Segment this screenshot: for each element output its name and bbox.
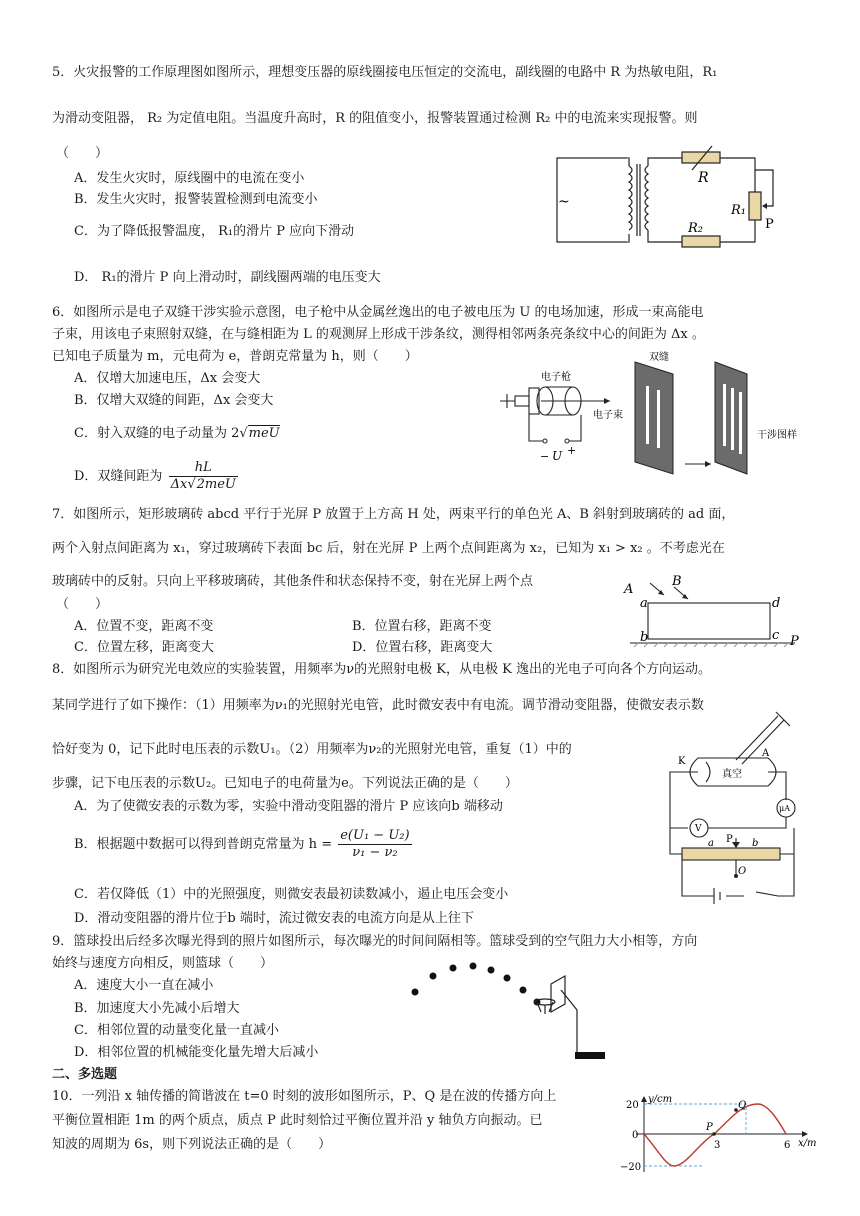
q5-option-d: D． R₁的滑片 P 向上滑动时，副线圈两端的电压变大	[74, 270, 381, 285]
svg-text:3: 3	[714, 1140, 721, 1151]
svg-text:a: a	[708, 838, 714, 849]
q9-line2: 始终与速度方向相反，则篮球（ ）	[52, 956, 274, 971]
svg-text:−: −	[540, 450, 550, 463]
q6-line2: 子束，用该电子束照射双缝，在与缝相距为 L 的观测屏上形成干涉条纹，测得相邻两条亮条纹中心的间距为 Δx 。	[52, 327, 705, 342]
voltage-u-label: U	[552, 449, 563, 463]
svg-text:A: A	[624, 582, 634, 597]
q7-option-a: A．位置不变，距离不变	[74, 619, 214, 634]
q6-option-b: B．仅增大双缝的间距，Δx 会变大	[74, 393, 274, 408]
interference-pattern-label: 干涉图样	[757, 430, 797, 441]
q7-line2: 两个入射点间距离为 x₁，穿过玻璃砖下表面 bc 后，射在光屏 P 上两个点间距离为 x₂，已知为 x₁ > x₂ 。不考虑光在	[52, 541, 725, 556]
microammeter-label: μA	[779, 804, 790, 813]
q9-option-d: D．相邻位置的机械能变化量先增大后减小	[74, 1045, 319, 1060]
svg-text:b: b	[640, 630, 649, 645]
x-axis-label: x/m	[798, 1138, 817, 1149]
electron-gun-label: 电子枪	[541, 372, 571, 383]
vacuum-label: 真空	[722, 769, 742, 780]
q9-basketball-photo	[405, 960, 605, 1062]
svg-text:−20: −20	[620, 1162, 642, 1173]
q8-option-d: D．滑动变阻器的滑片位于b 端时，流过微安表的电流方向是从上往下	[74, 911, 474, 926]
q5-option-c: C．为了降低报警温度， R₁的滑片 P 应向下滑动	[74, 224, 355, 239]
svg-text:6: 6	[784, 1140, 791, 1151]
q8-line1: 8．如图所示为研究光电效应的实验装置，用频率为ν的光照射电极 K，从电极 K 逸出的光电子可向各个方向运动。	[52, 662, 711, 677]
q8-line2: 某同学进行了如下操作：（1）用频率为ν₁的光照射光电管，此时微安表中有电流。调节滑动变阻器，使微安表示数	[52, 698, 704, 713]
q9-option-a: A．速度大小一直在减小	[74, 978, 214, 993]
q7-glass-brick-diagram	[620, 573, 810, 653]
q10-line1: 10．一列沿 x 轴传播的简谐波在 t=0 时刻的波形如图所示，P、Q 是在波的传播方向上	[52, 1089, 557, 1104]
ball-position	[450, 965, 457, 972]
q6-option-d: D．双缝间距为 $\frac{hL}{\text{Δx√2meU}}$	[74, 460, 236, 492]
q8-option-b: B．根据题中数据可以得到普朗克常量为 h = $\frac{\text{e(U₁ − U₂)}}{\text{ν₁ − ν₂}}$	[74, 828, 410, 860]
q8-option-c: C．若仅降低（1）中的光照强度，则微安表最初读数减小，遏止电压会变小	[74, 887, 509, 902]
basketball-hoop	[535, 976, 577, 1052]
q7-option-d: D．位置右移，距离变大	[352, 640, 493, 655]
q5-line3: （ ）	[56, 146, 109, 161]
q5-circuit-diagram	[555, 148, 805, 248]
ball-position	[430, 973, 437, 980]
ac-source-label: ~	[558, 194, 570, 210]
voltmeter-label: V	[695, 824, 702, 834]
q5-line2: 为滑动变阻器， R₂ 为定值电阻。当温度升高时，R 的阻值变小，报警装置通过检测 R₂ 中的电流来实现报警。则	[52, 111, 698, 126]
q8-option-a: A．为了使微安表的示数为零，实验中滑动变阻器的滑片 P 应该向b 端移动	[74, 799, 503, 814]
q10-line2: 平衡位置相距 1m 的两个质点，质点 P 此时刻恰过平衡位置并沿 y 轴负方向振动。已	[52, 1113, 543, 1128]
svg-text:20: 20	[626, 1100, 639, 1111]
q7-line1: 7．如图所示，矩形玻璃砖 abcd 平行于光屏 P 放置于上方高 H 处，两束平行的单色光 A、B 斜射到玻璃砖的 ad 面，	[52, 507, 735, 522]
q9-option-c: C．相邻位置的动量变化量一直减小	[74, 1023, 279, 1038]
ball-position	[412, 989, 419, 996]
ball-position	[470, 963, 477, 970]
svg-text:0: 0	[632, 1130, 639, 1141]
svg-text:O: O	[738, 866, 747, 877]
electron-beam-label: 电子束	[593, 410, 623, 421]
q7-line4: （ ）	[56, 597, 109, 612]
point-p	[712, 1132, 716, 1136]
svg-text:+: +	[567, 444, 577, 457]
q9-option-b: B．加速度大小先减小后增大	[74, 1001, 240, 1016]
q8-line3: 恰好变为 0，记下此时电压表的示数U₁。（2）用频率为ν₂的光照射光电管，重复（1）中的	[52, 742, 572, 757]
q6-option-a: A．仅增大加速电压，Δx 会变大	[74, 371, 261, 386]
svg-text:P: P	[706, 1122, 713, 1133]
q6-line3: 已知电子质量为 m，元电荷为 e，普朗克常量为 h，则（ ）	[52, 349, 418, 364]
svg-text:a: a	[640, 596, 648, 611]
svg-text:A: A	[762, 748, 770, 759]
q9-line1: 9．篮球投出后经多次曝光得到的照片如图所示，每次曝光的时间间隔相等。篮球受到的空气阻力大小相等，方向	[52, 934, 698, 949]
slider-label: P	[765, 217, 774, 232]
rheostat-label: R₁	[731, 203, 746, 218]
svg-text:c: c	[772, 628, 780, 643]
q6-line1: 6．如图所示是电子双缝干涉实验示意图，电子枪中从金属丝逸出的电子被电压为 U 的电场加速，形成一束高能电	[52, 305, 704, 320]
section-multiple-choice-heading: 二、多选题	[52, 1067, 118, 1082]
q5-option-a: A．发生火灾时，原线圈中的电流在变小	[74, 171, 305, 186]
q5-option-b: B．发生火灾时，报警装置检测到电流变小	[74, 192, 318, 207]
svg-text:P: P	[726, 834, 733, 845]
svg-text:P: P	[790, 634, 799, 649]
q10-line3: 知波的周期为 6s，则下列说法正确的是（ ）	[52, 1137, 332, 1152]
ball-position	[488, 967, 495, 974]
q7-line3: 玻璃砖中的反射。只向上平移玻璃砖，其他条件和状态保持不变，射在光屏上两个点	[52, 574, 534, 589]
q8-line4: 步骤，记下电压表的示数U₂。已知电子的电荷量为e。下列说法正确的是（ ）	[52, 776, 518, 791]
svg-text:d: d	[772, 596, 781, 611]
ball-position	[504, 975, 511, 982]
double-slit-label: 双缝	[649, 352, 669, 363]
y-axis-label: y/cm	[648, 1094, 673, 1105]
svg-text:K: K	[678, 756, 686, 767]
q8-photoelectric-apparatus	[658, 700, 808, 905]
ball-position	[520, 987, 527, 994]
thermistor-label: R	[698, 170, 709, 186]
q5-line1: 5．火灾报警的工作原理图如图所示，理想变压器的原线圈接电压恒定的交流电，副线圈的电路中 R 为热敏电阻，R₁	[52, 65, 718, 80]
svg-text:B: B	[672, 574, 682, 589]
svg-text:b: b	[752, 838, 759, 849]
q7-option-b: B．位置右移，距离不变	[352, 619, 492, 634]
q6-double-slit-diagram	[485, 352, 815, 476]
q6-option-c: C．射入双缝的电子动量为 2√meU	[74, 426, 280, 441]
svg-text:Q: Q	[738, 1100, 747, 1111]
q7-option-c: C．位置左移，距离变大	[74, 640, 214, 655]
resistor-r2-label: R₂	[688, 221, 703, 236]
q10-wave-graph	[618, 1092, 818, 1176]
